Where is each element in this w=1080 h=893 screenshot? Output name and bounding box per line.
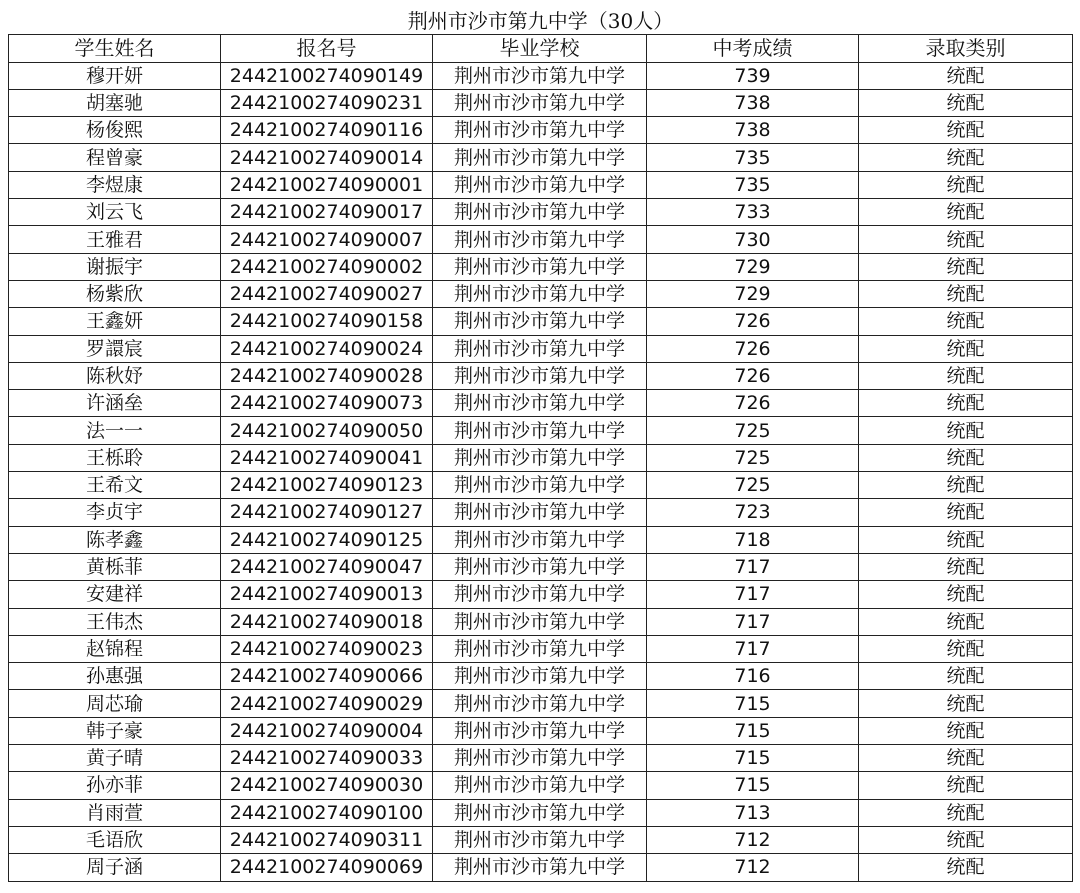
cell-exam-score: 735 xyxy=(647,144,859,171)
cell-admission-type: 统配 xyxy=(859,663,1073,690)
cell-admission-type: 统配 xyxy=(859,362,1073,389)
header-graduating-school: 毕业学校 xyxy=(433,35,647,62)
header-registration-number: 报名号 xyxy=(221,35,433,62)
cell-exam-score: 733 xyxy=(647,199,859,226)
cell-exam-score: 715 xyxy=(647,690,859,717)
cell-exam-score: 726 xyxy=(647,308,859,335)
cell-registration-number: 2442100274090030 xyxy=(221,772,433,799)
table-row xyxy=(9,117,1073,144)
table-row xyxy=(9,390,1073,417)
cell-exam-score: 735 xyxy=(647,171,859,198)
cell-student-name: 杨紫欣 xyxy=(9,280,221,307)
cell-exam-score: 715 xyxy=(647,772,859,799)
cell-admission-type: 统配 xyxy=(859,472,1073,499)
cell-admission-type: 统配 xyxy=(859,772,1073,799)
cell-registration-number: 2442100274090100 xyxy=(221,799,433,826)
cell-graduating-school: 荆州市沙市第九中学 xyxy=(433,499,647,526)
cell-student-name: 王鑫妍 xyxy=(9,308,221,335)
cell-admission-type: 统配 xyxy=(859,608,1073,635)
cell-student-name: 周芯瑜 xyxy=(9,690,221,717)
cell-graduating-school: 荆州市沙市第九中学 xyxy=(433,690,647,717)
table-row xyxy=(9,280,1073,307)
cell-admission-type: 统配 xyxy=(859,417,1073,444)
table-row xyxy=(9,472,1073,499)
cell-admission-type: 统配 xyxy=(859,444,1073,471)
cell-admission-type: 统配 xyxy=(859,581,1073,608)
header-exam-score: 中考成绩 xyxy=(647,35,859,62)
cell-registration-number: 2442100274090004 xyxy=(221,717,433,744)
table-row xyxy=(9,253,1073,280)
cell-registration-number: 2442100274090028 xyxy=(221,362,433,389)
cell-graduating-school: 荆州市沙市第九中学 xyxy=(433,362,647,389)
cell-student-name: 谢振宇 xyxy=(9,253,221,280)
table-row xyxy=(9,308,1073,335)
cell-graduating-school: 荆州市沙市第九中学 xyxy=(433,772,647,799)
cell-student-name: 赵锦程 xyxy=(9,635,221,662)
cell-student-name: 韩子豪 xyxy=(9,717,221,744)
table-row xyxy=(9,854,1073,881)
cell-registration-number: 2442100274090123 xyxy=(221,472,433,499)
cell-exam-score: 723 xyxy=(647,499,859,526)
cell-student-name: 穆开妍 xyxy=(9,62,221,89)
cell-registration-number: 2442100274090001 xyxy=(221,171,433,198)
cell-graduating-school: 荆州市沙市第九中学 xyxy=(433,308,647,335)
table-row xyxy=(9,826,1073,853)
table-row xyxy=(9,89,1073,116)
cell-admission-type: 统配 xyxy=(859,335,1073,362)
cell-exam-score: 739 xyxy=(647,62,859,89)
table-row xyxy=(9,690,1073,717)
cell-registration-number: 2442100274090231 xyxy=(221,89,433,116)
cell-exam-score: 738 xyxy=(647,89,859,116)
cell-exam-score: 717 xyxy=(647,608,859,635)
cell-exam-score: 717 xyxy=(647,581,859,608)
cell-registration-number: 2442100274090041 xyxy=(221,444,433,471)
header-student-name: 学生姓名 xyxy=(9,35,221,62)
cell-exam-score: 730 xyxy=(647,226,859,253)
cell-student-name: 刘云飞 xyxy=(9,199,221,226)
cell-registration-number: 2442100274090050 xyxy=(221,417,433,444)
cell-admission-type: 统配 xyxy=(859,499,1073,526)
cell-student-name: 李煜康 xyxy=(9,171,221,198)
cell-admission-type: 统配 xyxy=(859,799,1073,826)
cell-admission-type: 统配 xyxy=(859,253,1073,280)
table-row xyxy=(9,171,1073,198)
cell-registration-number: 2442100274090014 xyxy=(221,144,433,171)
table-row xyxy=(9,499,1073,526)
cell-admission-type: 统配 xyxy=(859,635,1073,662)
cell-admission-type: 统配 xyxy=(859,690,1073,717)
cell-student-name: 王希文 xyxy=(9,472,221,499)
cell-graduating-school: 荆州市沙市第九中学 xyxy=(433,62,647,89)
cell-exam-score: 717 xyxy=(647,635,859,662)
cell-registration-number: 2442100274090073 xyxy=(221,390,433,417)
table-row xyxy=(9,663,1073,690)
cell-exam-score: 725 xyxy=(647,472,859,499)
cell-registration-number: 2442100274090158 xyxy=(221,308,433,335)
table-row xyxy=(9,635,1073,662)
cell-graduating-school: 荆州市沙市第九中学 xyxy=(433,663,647,690)
table-row xyxy=(9,526,1073,553)
cell-admission-type: 统配 xyxy=(859,280,1073,307)
cell-exam-score: 718 xyxy=(647,526,859,553)
cell-registration-number: 2442100274090069 xyxy=(221,854,433,881)
cell-graduating-school: 荆州市沙市第九中学 xyxy=(433,280,647,307)
table-row xyxy=(9,444,1073,471)
cell-graduating-school: 荆州市沙市第九中学 xyxy=(433,553,647,580)
cell-graduating-school: 荆州市沙市第九中学 xyxy=(433,635,647,662)
cell-student-name: 孙亦菲 xyxy=(9,772,221,799)
table-row xyxy=(9,608,1073,635)
table-row xyxy=(9,199,1073,226)
cell-admission-type: 统配 xyxy=(859,89,1073,116)
cell-graduating-school: 荆州市沙市第九中学 xyxy=(433,199,647,226)
cell-registration-number: 2442100274090149 xyxy=(221,62,433,89)
cell-graduating-school: 荆州市沙市第九中学 xyxy=(433,854,647,881)
cell-registration-number: 2442100274090007 xyxy=(221,226,433,253)
table-row xyxy=(9,335,1073,362)
cell-student-name: 黄栎菲 xyxy=(9,553,221,580)
table-row xyxy=(9,62,1073,89)
cell-exam-score: 715 xyxy=(647,745,859,772)
cell-registration-number: 2442100274090033 xyxy=(221,745,433,772)
cell-student-name: 杨俊熙 xyxy=(9,117,221,144)
cell-exam-score: 712 xyxy=(647,826,859,853)
table-row xyxy=(9,553,1073,580)
cell-graduating-school: 荆州市沙市第九中学 xyxy=(433,526,647,553)
cell-registration-number: 2442100274090002 xyxy=(221,253,433,280)
cell-registration-number: 2442100274090023 xyxy=(221,635,433,662)
table-row xyxy=(9,362,1073,389)
cell-graduating-school: 荆州市沙市第九中学 xyxy=(433,799,647,826)
cell-student-name: 罗譞宸 xyxy=(9,335,221,362)
cell-graduating-school: 荆州市沙市第九中学 xyxy=(433,717,647,744)
cell-graduating-school: 荆州市沙市第九中学 xyxy=(433,745,647,772)
table-row xyxy=(9,745,1073,772)
cell-exam-score: 717 xyxy=(647,553,859,580)
cell-admission-type: 统配 xyxy=(859,717,1073,744)
cell-exam-score: 712 xyxy=(647,854,859,881)
cell-registration-number: 2442100274090047 xyxy=(221,553,433,580)
cell-student-name: 许涵垒 xyxy=(9,390,221,417)
table-row xyxy=(9,226,1073,253)
cell-registration-number: 2442100274090066 xyxy=(221,663,433,690)
header-admission-type: 录取类别 xyxy=(859,35,1073,62)
cell-graduating-school: 荆州市沙市第九中学 xyxy=(433,253,647,280)
cell-graduating-school: 荆州市沙市第九中学 xyxy=(433,144,647,171)
table-title: 荆州市沙市第九中学（30人） xyxy=(9,8,1073,35)
cell-student-name: 毛语欣 xyxy=(9,826,221,853)
cell-admission-type: 统配 xyxy=(859,308,1073,335)
cell-admission-type: 统配 xyxy=(859,745,1073,772)
title-row xyxy=(9,8,1073,35)
cell-registration-number: 2442100274090017 xyxy=(221,199,433,226)
cell-graduating-school: 荆州市沙市第九中学 xyxy=(433,417,647,444)
cell-exam-score: 713 xyxy=(647,799,859,826)
table-row xyxy=(9,581,1073,608)
cell-exam-score: 726 xyxy=(647,335,859,362)
cell-student-name: 法一一 xyxy=(9,417,221,444)
cell-exam-score: 729 xyxy=(647,280,859,307)
cell-student-name: 胡塞驰 xyxy=(9,89,221,116)
cell-admission-type: 统配 xyxy=(859,854,1073,881)
cell-graduating-school: 荆州市沙市第九中学 xyxy=(433,444,647,471)
cell-exam-score: 726 xyxy=(647,362,859,389)
cell-admission-type: 统配 xyxy=(859,171,1073,198)
cell-admission-type: 统配 xyxy=(859,526,1073,553)
cell-graduating-school: 荆州市沙市第九中学 xyxy=(433,335,647,362)
cell-student-name: 周子涵 xyxy=(9,854,221,881)
cell-admission-type: 统配 xyxy=(859,226,1073,253)
cell-student-name: 陈秋妤 xyxy=(9,362,221,389)
cell-registration-number: 2442100274090018 xyxy=(221,608,433,635)
cell-student-name: 程曾豪 xyxy=(9,144,221,171)
header-row xyxy=(9,35,1073,62)
cell-registration-number: 2442100274090027 xyxy=(221,280,433,307)
cell-exam-score: 725 xyxy=(647,417,859,444)
cell-registration-number: 2442100274090311 xyxy=(221,826,433,853)
cell-admission-type: 统配 xyxy=(859,553,1073,580)
cell-student-name: 王雅君 xyxy=(9,226,221,253)
table-row xyxy=(9,417,1073,444)
cell-student-name: 肖雨萱 xyxy=(9,799,221,826)
table-row xyxy=(9,144,1073,171)
cell-admission-type: 统配 xyxy=(859,199,1073,226)
cell-exam-score: 738 xyxy=(647,117,859,144)
cell-exam-score: 725 xyxy=(647,444,859,471)
cell-exam-score: 716 xyxy=(647,663,859,690)
cell-student-name: 安建祥 xyxy=(9,581,221,608)
cell-student-name: 陈孝鑫 xyxy=(9,526,221,553)
table-row xyxy=(9,717,1073,744)
cell-graduating-school: 荆州市沙市第九中学 xyxy=(433,608,647,635)
cell-registration-number: 2442100274090029 xyxy=(221,690,433,717)
table-row xyxy=(9,799,1073,826)
cell-admission-type: 统配 xyxy=(859,144,1073,171)
cell-admission-type: 统配 xyxy=(859,390,1073,417)
cell-student-name: 李贞宇 xyxy=(9,499,221,526)
cell-exam-score: 729 xyxy=(647,253,859,280)
cell-graduating-school: 荆州市沙市第九中学 xyxy=(433,581,647,608)
cell-registration-number: 2442100274090024 xyxy=(221,335,433,362)
cell-student-name: 王栎聆 xyxy=(9,444,221,471)
cell-graduating-school: 荆州市沙市第九中学 xyxy=(433,390,647,417)
cell-exam-score: 715 xyxy=(647,717,859,744)
cell-graduating-school: 荆州市沙市第九中学 xyxy=(433,226,647,253)
cell-admission-type: 统配 xyxy=(859,117,1073,144)
cell-admission-type: 统配 xyxy=(859,62,1073,89)
cell-graduating-school: 荆州市沙市第九中学 xyxy=(433,472,647,499)
cell-student-name: 黄子晴 xyxy=(9,745,221,772)
table-row xyxy=(9,772,1073,799)
admission-table xyxy=(8,8,1073,882)
cell-registration-number: 2442100274090127 xyxy=(221,499,433,526)
cell-registration-number: 2442100274090013 xyxy=(221,581,433,608)
cell-registration-number: 2442100274090125 xyxy=(221,526,433,553)
cell-graduating-school: 荆州市沙市第九中学 xyxy=(433,117,647,144)
cell-graduating-school: 荆州市沙市第九中学 xyxy=(433,171,647,198)
cell-graduating-school: 荆州市沙市第九中学 xyxy=(433,89,647,116)
cell-exam-score: 726 xyxy=(647,390,859,417)
cell-student-name: 王伟杰 xyxy=(9,608,221,635)
cell-student-name: 孙惠强 xyxy=(9,663,221,690)
cell-admission-type: 统配 xyxy=(859,826,1073,853)
cell-graduating-school: 荆州市沙市第九中学 xyxy=(433,826,647,853)
cell-registration-number: 2442100274090116 xyxy=(221,117,433,144)
